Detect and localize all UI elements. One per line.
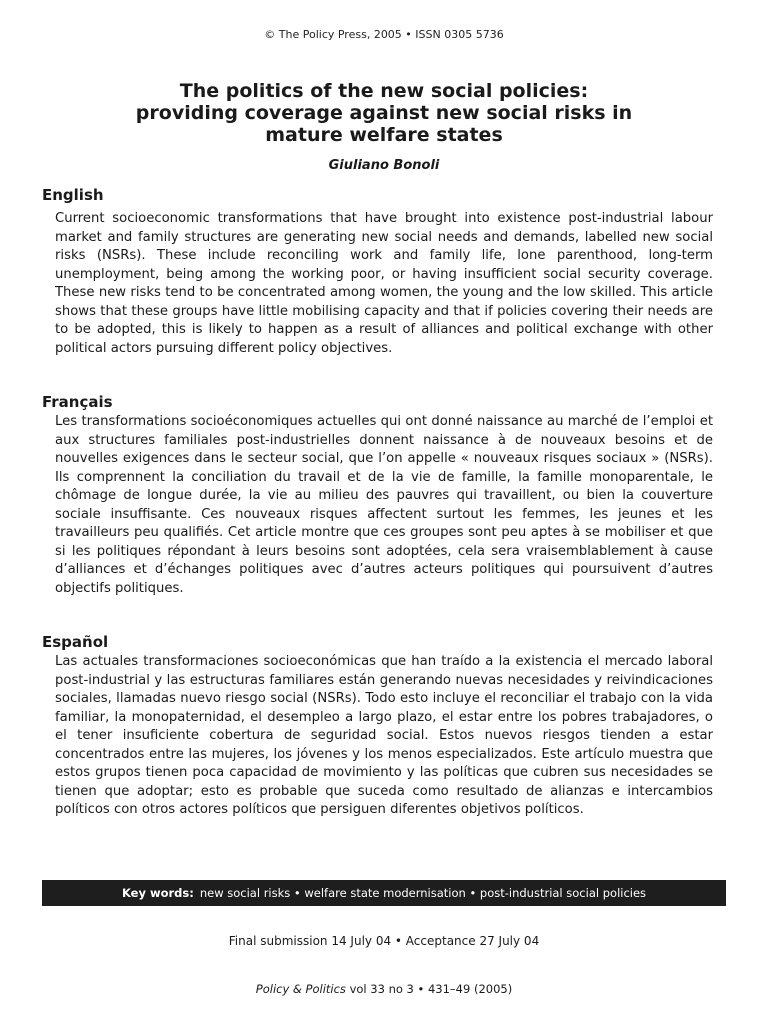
citation-details: vol 33 no 3 • 431–49 (2005) [349,982,513,996]
author-name: Giuliano Bonoli [328,158,440,173]
abstract-francais: Les transformations socioéconomiques actuelles qui ont donné naissance au marché de l’emploi et aux structures familiales post-industrielles donnent naissance à de nouveaux besoins et de nouvelles exigences dans le secteur social, que l’on appelle « nouveaux risques sociaux » (NSRs). Ils comprennent la conciliation du travail et de la vie de famille, la famille monoparentale, le chômage de longue durée, la vie au milieu des pauvres qui travaillent, ou bien la couverture sociale insuffisante. Ces nouveaux risques affectent surtout les femmes, les jeunes et les travailleurs peu qualifiés. Cet article montre que ces groupes sont peu aptes à se mobiliser et que si les politiques répondant à leurs besoins sont adoptées, cela sera vraisemblablement à cause d’alliances et d’échanges politiques avec d’autres acteurs politiques qui poursuivent d’autres objectifs politiques. [55,414,713,596]
title-line: The politics of the new social policies: [179,80,589,102]
keywords-list: new social risks • welfare state modernisation • post-industrial social policies [199,886,647,900]
keywords-label: Key words: [121,886,194,900]
article-title [60,80,708,146]
title-line: providing coverage against new social risks in [135,102,633,124]
keywords-bar [42,880,726,906]
heading-espanol: Español [42,633,109,651]
abstract-espanol: Las actuales transformaciones socioeconómicas que han traído a la existencia el mercado laboral post-industrial y las estructuras familiares están generando nuevas necesidades y reivindicaciones sociales, llamadas nuevo riesgo social (NSRs). Todo esto incluye el reconciliar el trabajo con la vida familiar, la monopaternidad, el desempleo a largo plazo, el estar entre los pobres trabajadores, o el tener insuficiente cobertura de seguridad social. Estos nuevos riesgos tienden a estar concentrados entre las mujeres, los jóvenes y los menos especializados. Este artículo muestra que estos grupos tienen poca capacidad de movimiento y las políticas que cubren sus necesidades se tienen que adoptar; esto es probable que suceda como resultado de alianzas e intercambios políticos con otros actores políticos que persiguen diferentes objetivos políticos. [55,654,713,817]
abstract-english: Current socioeconomic transformations that have brought into existence post-industrial labour market and family structures are generating new social needs and demands, labelled new social risks (NSRs). These include reconciling work and family life, lone parenthood, long-term unemployment, being among the working poor, or having insufficient social security coverage. These new risks tend to be concentrated among women, the young and the low skilled. This article shows that these groups have little mobilising capacity and that if policies covering their needs are to be adopted, this is likely to happen as a result of alliances and political exchange with other political actors pursuing different policy objectives. [55,211,713,356]
journal-citation [0,982,768,996]
copyright-line: © The Policy Press, 2005 • ISSN 0305 5736 [264,28,504,41]
submission-dates: Final submission 14 July 04 • Acceptance 27 July 04 [228,934,540,948]
journal-name: Policy & Politics [255,982,346,996]
heading-english: English [42,186,104,204]
title-line: mature welfare states [265,124,503,146]
heading-francais: Français [42,393,113,411]
